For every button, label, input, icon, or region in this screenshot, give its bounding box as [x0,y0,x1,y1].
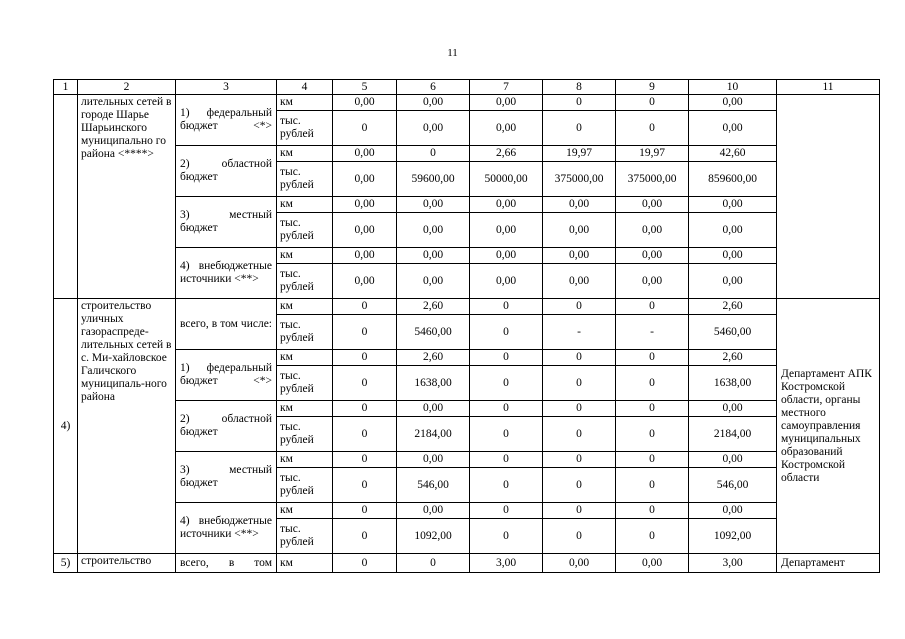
unit-km: км [277,554,333,573]
table-row [54,248,880,264]
table-row [54,452,880,468]
value-cell: 1638,00 [689,366,777,401]
responsible-executor: Департамент [777,554,880,573]
value-cell: 2184,00 [397,417,470,452]
unit-km: км [277,350,333,366]
table-row [54,350,880,366]
value-cell: 0 [616,503,689,519]
value-cell: 0 [543,95,616,111]
header-cell: 5 [333,80,397,95]
value-cell: 0 [397,146,470,162]
table-row [54,554,880,573]
value-cell: 0,00 [616,197,689,213]
item-number [54,95,78,299]
value-cell: - [543,315,616,350]
unit-km: км [277,95,333,111]
value-cell: 0 [543,503,616,519]
value-cell: 546,00 [397,468,470,503]
value-cell: 375000,00 [543,162,616,197]
unit-rub: тыс. рублей [277,417,333,452]
value-cell: 546,00 [689,468,777,503]
value-cell: 0 [333,401,397,417]
unit-rub: тыс. рублей [277,213,333,248]
value-cell: 0 [470,401,543,417]
table-row [54,299,880,315]
header-cell: 9 [616,80,689,95]
value-cell: 0,00 [616,264,689,299]
unit-rub: тыс. рублей [277,315,333,350]
header-cell: 8 [543,80,616,95]
value-cell: 0,00 [333,197,397,213]
header-cell: 6 [397,80,470,95]
value-cell: 0,00 [397,213,470,248]
value-cell: 0,00 [470,213,543,248]
value-cell: 5460,00 [689,315,777,350]
header-cell: 2 [78,80,176,95]
funding-source: всего, в том [176,554,277,573]
value-cell: 0 [616,519,689,554]
unit-rub: тыс. рублей [277,468,333,503]
value-cell: 0 [333,468,397,503]
value-cell: 0 [470,315,543,350]
unit-km: км [277,503,333,519]
value-cell: 0 [470,503,543,519]
value-cell: 0 [616,366,689,401]
value-cell: 0 [616,111,689,146]
value-cell: 0,00 [397,111,470,146]
value-cell: 0,00 [689,452,777,468]
value-cell: 0 [616,95,689,111]
value-cell: 0,00 [543,248,616,264]
value-cell: 0,00 [333,95,397,111]
value-cell: 0,00 [333,213,397,248]
value-cell: 0,00 [689,248,777,264]
value-cell: 0 [543,299,616,315]
funding-source: 3) местный бюджет [176,452,277,503]
value-cell: 0 [470,417,543,452]
value-cell: 2,60 [397,350,470,366]
value-cell: 50000,00 [470,162,543,197]
value-cell: 5460,00 [397,315,470,350]
item-name: строительство уличных газораспреде-лительных сетей в с. Ми-хайловское Галичского муниципаль-ного района [78,299,176,554]
value-cell: 0,00 [397,503,470,519]
item-name: строительство [78,554,176,573]
item-number: 4) [54,299,78,554]
value-cell: 2,60 [689,299,777,315]
value-cell: 0 [470,350,543,366]
value-cell: 0 [333,111,397,146]
header-cell: 7 [470,80,543,95]
unit-rub: тыс. рублей [277,162,333,197]
value-cell: 1092,00 [397,519,470,554]
unit-km: км [277,197,333,213]
value-cell: 0,00 [616,213,689,248]
value-cell: 0 [333,299,397,315]
funding-source: 4) внебюджетные источники <**> [176,503,277,554]
program-table [53,79,880,573]
value-cell: 0,00 [397,248,470,264]
value-cell: 0 [543,401,616,417]
value-cell: 0 [543,417,616,452]
value-cell: 0,00 [543,213,616,248]
value-cell: 0,00 [333,264,397,299]
funding-source: 3) местный бюджет [176,197,277,248]
value-cell: 0,00 [397,95,470,111]
value-cell: 0 [616,350,689,366]
value-cell: 0 [333,315,397,350]
value-cell: 0 [543,366,616,401]
value-cell: 1638,00 [397,366,470,401]
value-cell: 0 [543,519,616,554]
table-row [54,197,880,213]
value-cell: 19,97 [543,146,616,162]
value-cell: 2,60 [689,350,777,366]
table-row [54,401,880,417]
header-cell: 3 [176,80,277,95]
value-cell: 0,00 [470,264,543,299]
value-cell: 0,00 [333,162,397,197]
item-name: лительных сетей в городе Шарье Шарьинского муниципально го района <****> [78,95,176,299]
value-cell: 2,66 [470,146,543,162]
value-cell: 0,00 [543,197,616,213]
value-cell: 42,60 [689,146,777,162]
funding-source: 1) федеральный бюджет <*> [176,95,277,146]
value-cell: 59600,00 [397,162,470,197]
value-cell: 0 [333,503,397,519]
value-cell: 0 [397,554,470,573]
value-cell: 0 [470,299,543,315]
unit-rub: тыс. рублей [277,264,333,299]
value-cell: 0 [333,554,397,573]
value-cell: 0,00 [470,95,543,111]
value-cell: 3,00 [689,554,777,573]
value-cell: 0,00 [689,197,777,213]
item-number: 5) [54,554,78,573]
unit-km: км [277,299,333,315]
value-cell: 0,00 [689,111,777,146]
value-cell: 2184,00 [689,417,777,452]
header-row [54,80,880,95]
value-cell: 0 [470,519,543,554]
value-cell: 0,00 [689,95,777,111]
header-cell: 10 [689,80,777,95]
value-cell: 375000,00 [616,162,689,197]
header-cell: 11 [777,80,880,95]
value-cell: 0,00 [543,554,616,573]
value-cell: - [616,315,689,350]
value-cell: 0,00 [543,264,616,299]
value-cell: 3,00 [470,554,543,573]
funding-source: всего, в том числе: [176,299,277,350]
value-cell: 0 [470,468,543,503]
value-cell: 0 [470,452,543,468]
value-cell: 0,00 [397,264,470,299]
value-cell: 0,00 [397,452,470,468]
table-row [54,95,880,111]
value-cell: 0 [333,350,397,366]
value-cell: 0 [616,417,689,452]
unit-rub: тыс. рублей [277,366,333,401]
unit-km: км [277,452,333,468]
responsible-executor [777,95,880,299]
value-cell: 0 [616,468,689,503]
value-cell: 0,00 [689,401,777,417]
value-cell: 0 [616,401,689,417]
value-cell: 0 [616,452,689,468]
value-cell: 0 [543,111,616,146]
value-cell: 0 [543,350,616,366]
value-cell: 0,00 [470,197,543,213]
value-cell: 19,97 [616,146,689,162]
value-cell: 0,00 [689,264,777,299]
unit-km: км [277,146,333,162]
value-cell: 0,00 [397,197,470,213]
value-cell: 0,00 [397,401,470,417]
table-row [54,146,880,162]
value-cell: 2,60 [397,299,470,315]
value-cell: 0,00 [616,248,689,264]
header-cell: 4 [277,80,333,95]
value-cell: 1092,00 [689,519,777,554]
unit-km: км [277,401,333,417]
value-cell: 0 [333,452,397,468]
value-cell: 0 [470,366,543,401]
value-cell: 0 [333,366,397,401]
value-cell: 0 [543,468,616,503]
value-cell: 0 [543,452,616,468]
page-number: 11 [447,47,458,59]
unit-rub: тыс. рублей [277,111,333,146]
responsible-executor: Департамент АПК Костромской области, органы местного самоуправления муниципальных образований Костромской области [777,299,880,554]
value-cell: 0,00 [470,111,543,146]
value-cell: 0 [333,417,397,452]
unit-rub: тыс. рублей [277,519,333,554]
value-cell: 0 [616,299,689,315]
value-cell: 0,00 [689,213,777,248]
table-row [54,503,880,519]
value-cell: 859600,00 [689,162,777,197]
value-cell: 0,00 [470,248,543,264]
value-cell: 0 [333,519,397,554]
funding-source: 4) внебюджетные источники <**> [176,248,277,299]
header-cell: 1 [54,80,78,95]
funding-source: 2) областной бюджет [176,401,277,452]
value-cell: 0,00 [616,554,689,573]
unit-km: км [277,248,333,264]
value-cell: 0,00 [333,146,397,162]
funding-source: 1) федеральный бюджет <*> [176,350,277,401]
funding-source: 2) областной бюджет [176,146,277,197]
value-cell: 0,00 [689,503,777,519]
value-cell: 0,00 [333,248,397,264]
